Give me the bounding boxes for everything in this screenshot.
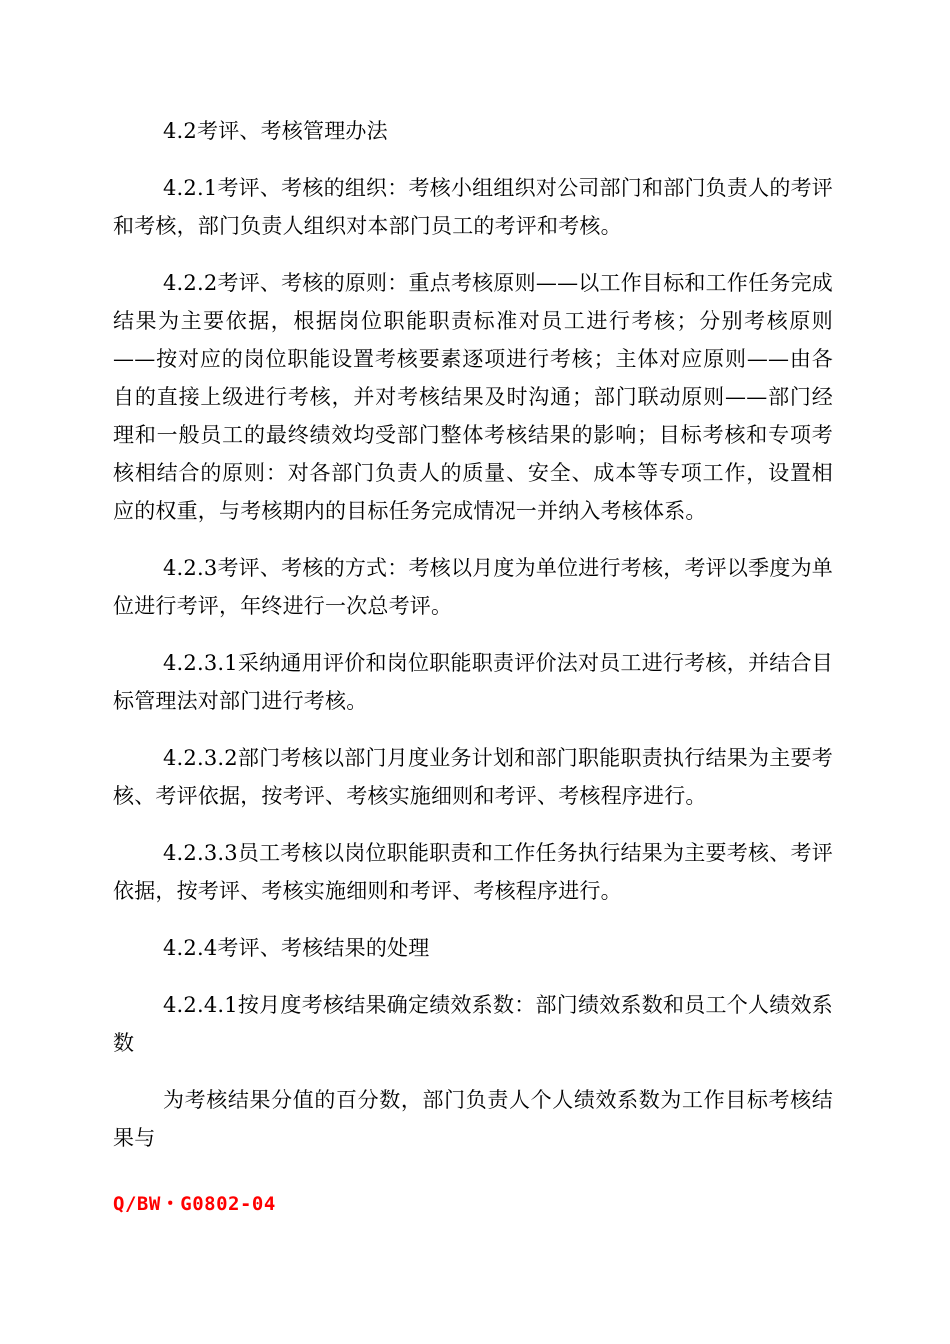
paragraph-4-2-3: 4.2.3考评、考核的方式：考核以月度为单位进行考核，考评以季度为单位进行考评，年终进行一次总考评。 bbox=[113, 556, 833, 618]
section-heading-4-2: 4.2考评、考核管理办法 bbox=[163, 119, 388, 143]
section-heading-4-2-4: 4.2.4考评、考核结果的处理 bbox=[163, 936, 430, 960]
paragraph-4-2-3-3: 4.2.3.3员工考核以岗位职能职责和工作任务执行结果为主要考核、考评依据，按考评、考核实施细则和考评、考核程序进行。 bbox=[113, 841, 833, 903]
paragraph-4-2-3-2: 4.2.3.2部门考核以部门月度业务计划和部门职能职责执行结果为主要考核、考评依据，按考评、考核实施细则和考评、考核程序进行。 bbox=[113, 746, 833, 808]
paragraph-4-2-4-1: 4.2.4.1按月度考核结果确定绩效系数：部门绩效系数和员工个人绩效系数 bbox=[113, 993, 833, 1055]
document-body bbox=[113, 112, 833, 1176]
paragraph-continuation: 为考核结果分值的百分数，部门负责人个人绩效系数为工作目标考核结果与 bbox=[113, 1088, 833, 1150]
paragraph-4-2-2: 4.2.2考评、考核的原则：重点考核原则——以工作目标和工作任务完成结果为主要依据，根据岗位职能职责标准对员工进行考核；分别考核原则——按对应的岗位职能设置考核要素逐项进行考核；主体对应原则——由各自的直接上级进行考核，并对考核结果及时沟通；部门联动原则——部门经理和一般员工的最终绩效均受部门整体考核结果的影响；目标考核和专项考核相结合的原则：对各部门负责人的质量、安全、成本等专项工作，设置相应的权重，与考核期内的目标任务完成情况一并纳入考核体系。 bbox=[113, 271, 833, 523]
paragraph-4-2-3-1: 4.2.3.1采纳通用评价和岗位职能职责评价法对员工进行考核，并结合目标管理法对部门进行考核。 bbox=[113, 651, 833, 713]
document-code: Q/BW・G0802-04 bbox=[113, 1193, 276, 1215]
paragraph-4-2-1: 4.2.1考评、考核的组织：考核小组组织对公司部门和部门负责人的考评和考核，部门负责人组织对本部门员工的考评和考核。 bbox=[113, 176, 833, 238]
